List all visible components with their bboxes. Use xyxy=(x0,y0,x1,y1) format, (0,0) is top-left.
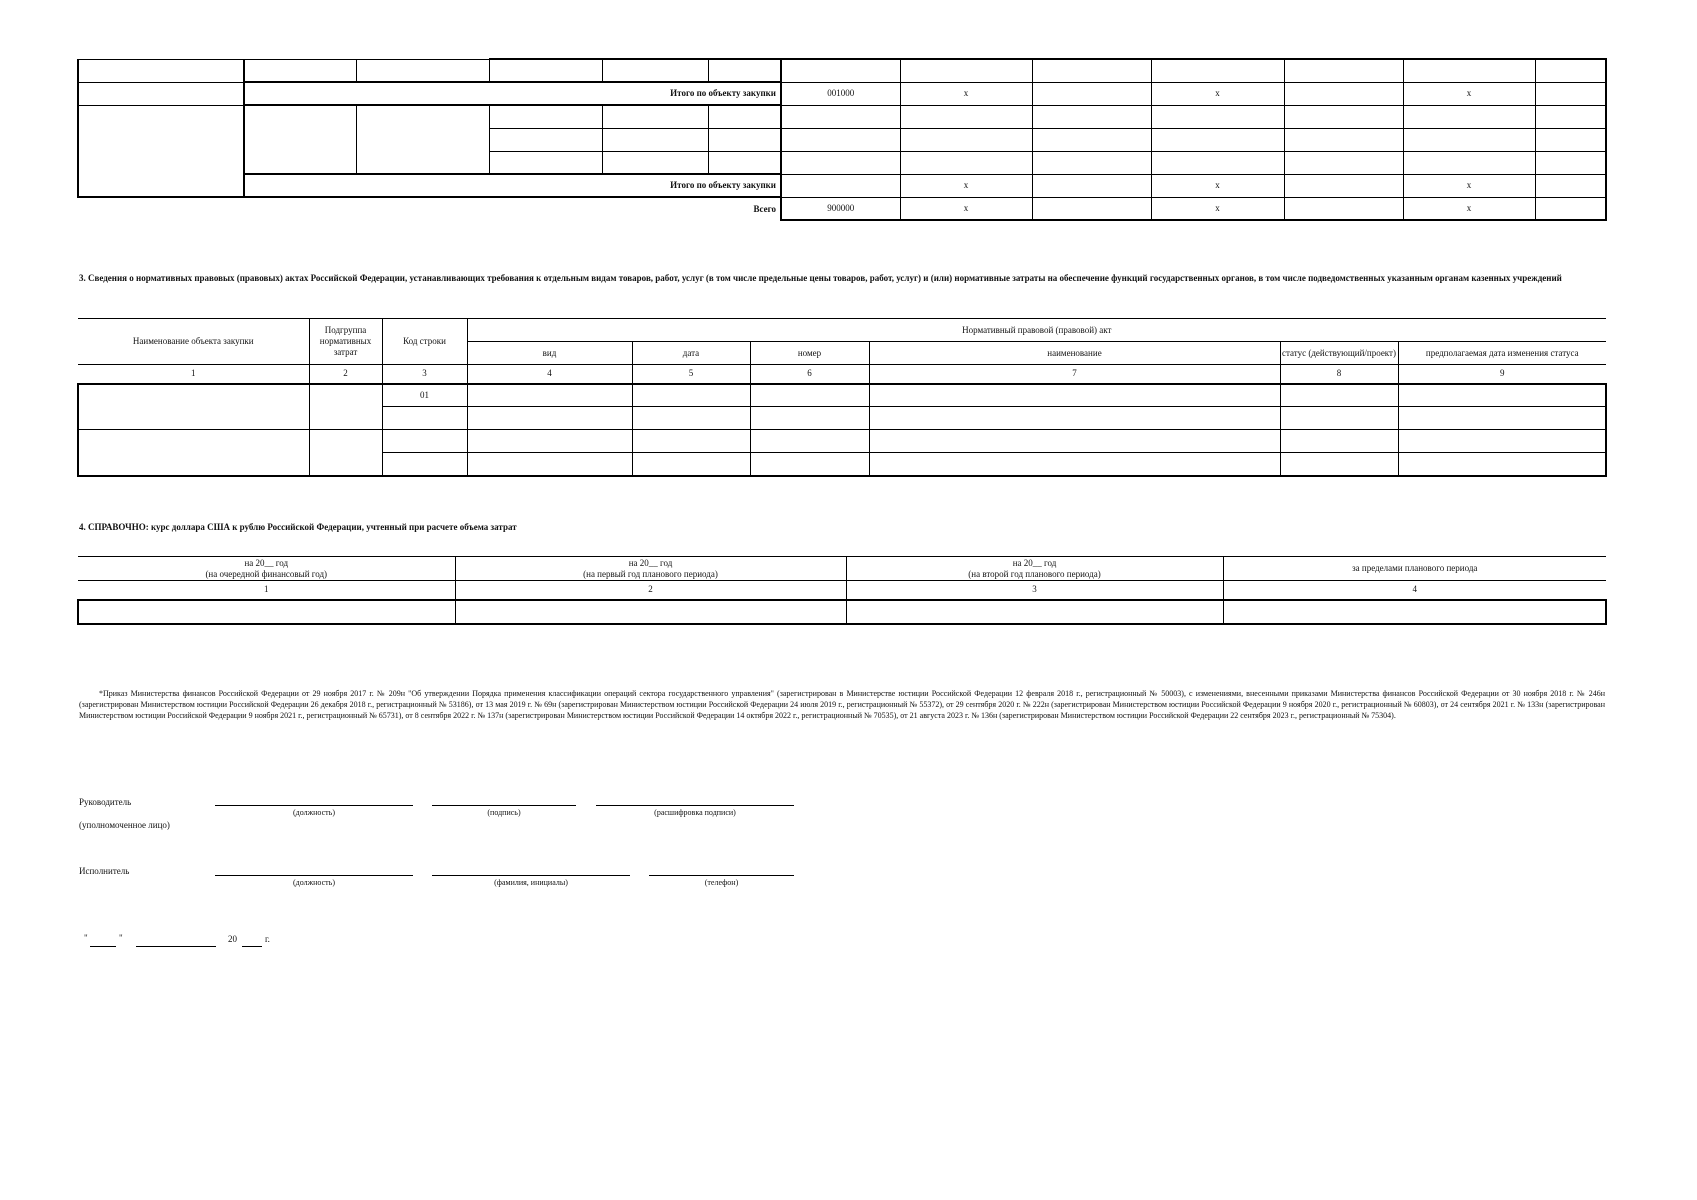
x-mark: x xyxy=(1151,174,1284,197)
column-number: 4 xyxy=(467,365,632,384)
table-cell xyxy=(244,59,356,82)
table-cell xyxy=(1535,174,1606,197)
header-line: на 20__ год xyxy=(244,557,289,568)
column-number: 4 xyxy=(1223,581,1606,600)
subtotal-row xyxy=(78,174,1606,197)
table-cell xyxy=(467,407,632,430)
column-number: 1 xyxy=(78,365,309,384)
column-number-row xyxy=(78,581,1606,600)
x-mark: x xyxy=(1151,82,1284,105)
date-quote-close: " xyxy=(119,933,123,943)
table-cell xyxy=(1398,453,1606,476)
table-cell xyxy=(750,430,869,453)
table-cell xyxy=(78,59,244,82)
table-cell xyxy=(1403,105,1535,128)
table-cell xyxy=(78,384,309,430)
column-number-row xyxy=(78,365,1606,384)
table-cell xyxy=(1403,59,1535,82)
subtotal-code xyxy=(781,174,900,197)
section3-title: 3. Сведения о нормативных правовых (правовых) актах Российской Федерации, устанавливающих требования к отдельным видам товаров, работ, услуг (в том числе предельные цены товаров, работ, услуг) и (или) нормативные затраты на обеспечение функций государственных органов, в том числе подведомственных указанным органам казенных учреждений xyxy=(79,273,1562,283)
row-code: 01 xyxy=(382,384,467,407)
table-cell xyxy=(750,407,869,430)
header-line: (на второй год планового периода) xyxy=(968,568,1101,579)
x-mark: x xyxy=(1403,82,1535,105)
table-cell xyxy=(708,128,781,151)
header-number: номер xyxy=(750,342,869,365)
header-first-plan-year xyxy=(455,557,846,581)
total-label: Всего xyxy=(78,197,781,220)
table-cell xyxy=(356,105,489,174)
table-cell xyxy=(1403,151,1535,174)
column-number: 7 xyxy=(869,365,1280,384)
header-status: статус (действующий/проект) xyxy=(1280,342,1398,365)
table-cell xyxy=(1280,384,1398,407)
executor-name-caption: (фамилия, инициалы) xyxy=(494,878,568,887)
column-number: 5 xyxy=(632,365,750,384)
table-cell xyxy=(900,128,1032,151)
table-cell xyxy=(750,384,869,407)
date-year-prefix: 20 xyxy=(228,934,237,944)
table-cell xyxy=(489,151,602,174)
executor-label: Исполнитель xyxy=(79,866,130,876)
table-cell xyxy=(602,128,708,151)
subtotal-label: Итого по объекту закупки xyxy=(244,82,781,105)
table-cell xyxy=(1284,174,1403,197)
header-type: вид xyxy=(467,342,632,365)
table-cell xyxy=(1151,151,1284,174)
table-cell xyxy=(1398,407,1606,430)
table-cell xyxy=(467,384,632,407)
table-cell xyxy=(78,105,244,197)
table-row xyxy=(78,59,1606,82)
header-line: на 20__ год xyxy=(628,557,673,568)
table-cell xyxy=(1280,453,1398,476)
date-suffix: г. xyxy=(265,934,270,944)
table-cell xyxy=(489,59,602,82)
column-number: 8 xyxy=(1280,365,1398,384)
table-cell xyxy=(708,151,781,174)
table-cell xyxy=(602,105,708,128)
x-mark: x xyxy=(900,174,1032,197)
table-cell xyxy=(900,59,1032,82)
table-cell xyxy=(489,105,602,128)
header-row xyxy=(78,557,1606,581)
table-cell xyxy=(1403,128,1535,151)
table-cell xyxy=(1151,128,1284,151)
table-cell xyxy=(1284,128,1403,151)
table-cell xyxy=(1280,430,1398,453)
table-cell xyxy=(1032,197,1151,220)
head-signature-line[interactable] xyxy=(432,805,576,806)
table-cell xyxy=(1032,59,1151,82)
table-cell xyxy=(781,128,900,151)
table-cell xyxy=(900,105,1032,128)
table-cell xyxy=(1535,151,1606,174)
table-cell xyxy=(78,600,455,624)
header-line: (на очередной финансовый год) xyxy=(205,568,328,579)
x-mark: x xyxy=(900,197,1032,220)
table-cell xyxy=(78,430,309,476)
table-cell xyxy=(309,384,382,430)
table-cell xyxy=(1280,407,1398,430)
expenses-table-continuation xyxy=(77,58,1607,221)
head-position-caption: (должность) xyxy=(293,808,335,817)
total-row xyxy=(78,197,1606,220)
table-cell xyxy=(78,82,244,105)
column-number: 1 xyxy=(78,581,455,600)
column-number: 3 xyxy=(846,581,1223,600)
table-cell xyxy=(489,128,602,151)
head-sublabel: (уполномоченное лицо) xyxy=(79,820,170,830)
table-cell xyxy=(781,59,900,82)
table-row xyxy=(78,384,1606,407)
table-cell xyxy=(869,407,1280,430)
table-cell xyxy=(382,407,467,430)
executor-phone-line[interactable] xyxy=(649,875,794,876)
table-cell xyxy=(1284,59,1403,82)
table-cell xyxy=(869,453,1280,476)
section4-title: 4. СПРАВОЧНО: курс доллара США к рублю Российской Федерации, учтенный при расчете объема затрат xyxy=(79,522,517,532)
table-cell xyxy=(455,600,846,624)
table-cell xyxy=(467,453,632,476)
table-cell xyxy=(1284,197,1403,220)
column-number: 2 xyxy=(309,365,382,384)
executor-name-line[interactable] xyxy=(432,875,630,876)
table-cell xyxy=(602,151,708,174)
table-cell xyxy=(781,151,900,174)
header-date: дата xyxy=(632,342,750,365)
table-cell xyxy=(602,59,708,82)
header-beyond-plan: за пределами планового периода xyxy=(1223,557,1606,581)
table-cell xyxy=(632,407,750,430)
table-cell xyxy=(1535,105,1606,128)
table-cell xyxy=(781,105,900,128)
table-cell xyxy=(632,384,750,407)
header-name: наименование xyxy=(869,342,1280,365)
table-row xyxy=(78,105,1606,128)
table-cell xyxy=(467,430,632,453)
x-mark: x xyxy=(1151,197,1284,220)
date-month-line[interactable] xyxy=(136,946,216,947)
table-cell xyxy=(1398,430,1606,453)
head-decoding-caption: (расшифровка подписи) xyxy=(654,808,736,817)
table-cell xyxy=(1151,59,1284,82)
x-mark: x xyxy=(1403,174,1535,197)
column-number: 2 xyxy=(455,581,846,600)
x-mark: x xyxy=(900,82,1032,105)
table-cell xyxy=(1032,128,1151,151)
table-cell xyxy=(750,453,869,476)
subtotal-row xyxy=(78,82,1606,105)
normative-acts-table xyxy=(77,318,1607,477)
header-object-name: Наименование объекта закупки xyxy=(78,319,309,365)
table-cell xyxy=(708,105,781,128)
executor-phone-caption: (телефон) xyxy=(704,878,739,887)
table-cell xyxy=(382,430,467,453)
footnote: *Приказ Министерства финансов Российской Федерации от 29 ноября 2017 г. № 209н "Об утверждении Порядка применения классификации операций сектора государственного управления" (зарегистрирован в Министерстве юстиции Российской Федерации 12 февраля 2018 г., регистрационный № 50003), с изменениями, внесенными приказами Министерства финансов Российской Федерации от 30 ноября 2018 г. № 246н (зарегистрирован Министерством юстиции Российской Федерации 26 декабря 2018 г., регистрационный № 53186), от 13 мая 2019 г. № 69н (зарегистрирован Министерством юстиции Российской Федерации 24 июля 2019 г., регистрационный № 55372), от 29 сентября 2020 г. № 222н (зарегистрирован Министерством юстиции Российской Федерации 9 ноября 2020 г., регистрационный № 60803), от 24 сентября 2021 г. № 133н (зарегистрирован Министерством юстиции Российской Федерации 9 ноября 2021 г., регистрационный № 65731), от 8 сентября 2022 г. № 137н (зарегистрирован Министерством юстиции Российской Федерации 14 октября 2022 г., регистрационный № 70535), от 21 августа 2023 г. № 136н (зарегистрирован Министерством юстиции Российской Федерации 22 сентября 2023 г., регистрационный № 75304). xyxy=(79,689,1605,720)
head-decoding-line[interactable] xyxy=(596,805,794,806)
column-number: 9 xyxy=(1398,365,1606,384)
header-subgroup: Подгруппа нормативных затрат xyxy=(309,319,382,365)
table-cell xyxy=(1032,174,1151,197)
subtotal-code: 001000 xyxy=(781,82,900,105)
header-normative-act: Нормативный правовой (правовой) акт xyxy=(467,319,1606,342)
table-cell xyxy=(1535,197,1606,220)
table-row xyxy=(78,430,1606,453)
subtotal-label: Итого по объекту закупки xyxy=(244,174,781,197)
table-row xyxy=(78,600,1606,624)
table-cell xyxy=(1032,151,1151,174)
table-cell xyxy=(869,384,1280,407)
header-line: на 20__ год xyxy=(1012,557,1057,568)
table-cell xyxy=(1535,128,1606,151)
date-day-line[interactable] xyxy=(90,946,116,947)
table-cell xyxy=(382,453,467,476)
table-cell xyxy=(1535,82,1606,105)
total-code: 900000 xyxy=(781,197,900,220)
column-number: 3 xyxy=(382,365,467,384)
head-label: Руководитель xyxy=(79,797,132,807)
table-cell xyxy=(1535,59,1606,82)
table-cell xyxy=(1223,600,1606,624)
header-expected-date: предполагаемая дата изменения статуса xyxy=(1398,342,1606,365)
table-cell xyxy=(1032,105,1151,128)
executor-position-line[interactable] xyxy=(215,875,413,876)
table-cell xyxy=(900,151,1032,174)
table-cell xyxy=(1398,384,1606,407)
usd-rate-table xyxy=(77,556,1607,625)
table-cell xyxy=(632,430,750,453)
table-cell xyxy=(708,59,781,82)
header-row-code: Код строки xyxy=(382,319,467,365)
date-year-line[interactable] xyxy=(242,946,262,947)
column-number: 6 xyxy=(750,365,869,384)
table-cell xyxy=(244,105,356,174)
table-cell xyxy=(846,600,1223,624)
table-cell xyxy=(1284,105,1403,128)
header-line: (на первый год планового периода) xyxy=(583,568,718,579)
header-row xyxy=(78,319,1606,342)
head-position-line[interactable] xyxy=(215,805,413,806)
table-cell xyxy=(309,430,382,476)
table-cell xyxy=(1151,105,1284,128)
table-cell xyxy=(1284,151,1403,174)
date-quote-open: " xyxy=(84,933,88,943)
head-signature-caption: (подпись) xyxy=(487,808,521,817)
x-mark: x xyxy=(1403,197,1535,220)
header-second-plan-year xyxy=(846,557,1223,581)
executor-position-caption: (должность) xyxy=(293,878,335,887)
table-cell xyxy=(632,453,750,476)
header-next-year xyxy=(78,557,455,581)
table-cell xyxy=(356,59,489,82)
table-cell xyxy=(1284,82,1403,105)
table-cell xyxy=(869,430,1280,453)
table-cell xyxy=(1032,82,1151,105)
